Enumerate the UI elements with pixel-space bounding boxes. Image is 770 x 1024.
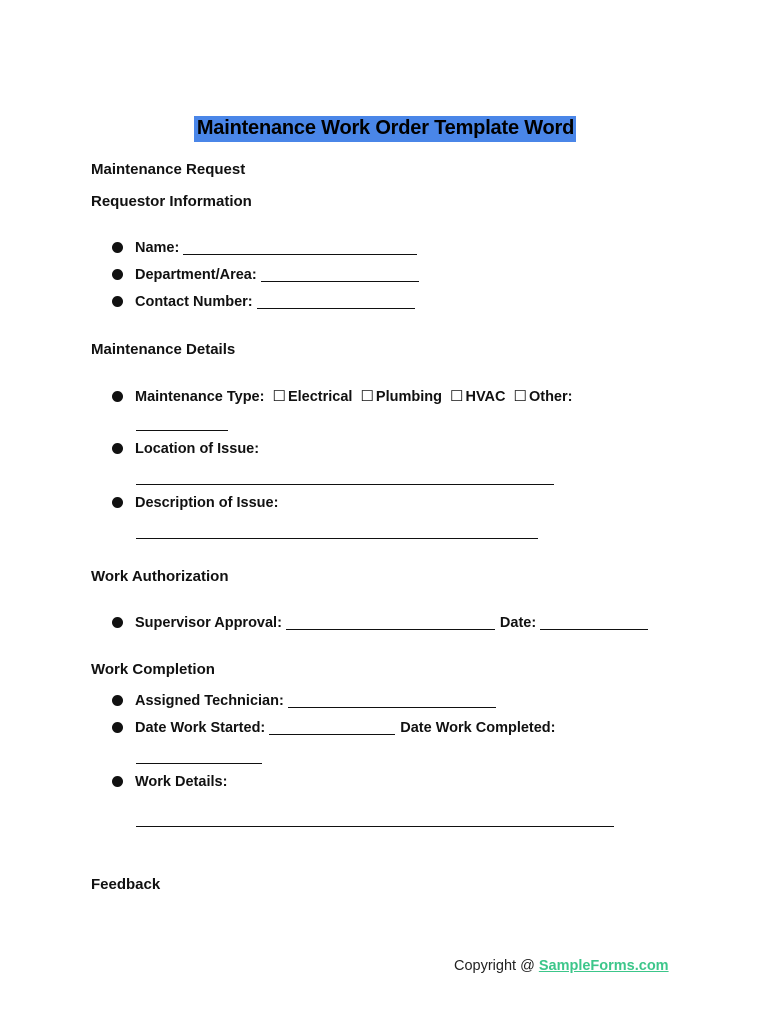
supervisor-fill-line[interactable] — [286, 616, 495, 630]
page-title: Maintenance Work Order Template Word — [194, 116, 576, 142]
name-fill-line[interactable] — [183, 241, 417, 255]
field-contact-label: Contact Number: — [135, 294, 253, 310]
copyright — [454, 958, 669, 974]
description-label: Description of Issue: — [135, 495, 279, 511]
option-hvac: HVAC — [465, 389, 506, 405]
brand-link[interactable]: SampleForms.com — [538, 958, 669, 974]
section-feedback: Feedback — [91, 876, 161, 893]
section-work-authorization: Work Authorization — [91, 568, 229, 585]
department-fill-line[interactable] — [261, 268, 419, 282]
bullet-icon — [112, 269, 123, 280]
section-work-completion: Work Completion — [91, 661, 215, 678]
technician-label: Assigned Technician: — [135, 693, 284, 709]
field-maintenance-type — [112, 387, 572, 405]
bullet-icon — [112, 497, 123, 508]
field-date-work-started — [112, 720, 556, 736]
field-department — [112, 267, 419, 283]
copyright-prefix: Copyright @ — [454, 958, 539, 974]
section-maintenance-details: Maintenance Details — [91, 341, 236, 358]
field-supervisor-approval — [112, 615, 648, 631]
field-work-details — [112, 774, 227, 790]
option-plumbing: Plumbing — [375, 389, 442, 405]
checkbox-other-icon[interactable]: ☐ — [513, 388, 527, 405]
bullet-icon — [112, 296, 123, 307]
location-label: Location of Issue: — [135, 441, 260, 457]
other-fill-line[interactable] — [136, 430, 228, 431]
option-other: Other: — [528, 389, 573, 405]
checkbox-plumbing-icon[interactable]: ☐ — [360, 388, 374, 405]
work-details-fill-line[interactable] — [136, 826, 614, 827]
option-electrical: Electrical — [287, 389, 353, 405]
bullet-icon — [112, 695, 123, 706]
bullet-icon — [112, 391, 123, 402]
started-label: Date Work Started: — [135, 720, 266, 736]
field-location — [112, 441, 259, 457]
started-fill-line[interactable] — [269, 721, 395, 735]
completed-label: Date Work Completed: — [400, 720, 556, 736]
field-department-label: Department/Area: — [135, 267, 257, 283]
date-label: Date: — [499, 615, 537, 631]
bullet-icon — [112, 776, 123, 787]
completed-fill-line[interactable] — [136, 763, 262, 764]
checkbox-electrical-icon[interactable]: ☐ — [272, 388, 286, 405]
field-name-label: Name: — [135, 240, 180, 256]
checkbox-hvac-icon[interactable]: ☐ — [450, 388, 464, 405]
field-assigned-technician — [112, 693, 496, 709]
section-requestor-information: Requestor Information — [91, 193, 252, 210]
work-details-label: Work Details: — [135, 774, 228, 790]
contact-fill-line[interactable] — [257, 295, 415, 309]
field-description — [112, 495, 278, 511]
section-maintenance-request: Maintenance Request — [91, 161, 246, 178]
location-fill-line[interactable] — [136, 484, 554, 485]
description-fill-line[interactable] — [136, 538, 538, 539]
field-name — [112, 240, 417, 256]
field-contact-number — [112, 294, 415, 310]
supervisor-label: Supervisor Approval: — [135, 615, 282, 631]
maintenance-type-label: Maintenance Type: — [135, 389, 265, 405]
date-fill-line[interactable] — [540, 616, 648, 630]
bullet-icon — [112, 242, 123, 253]
technician-fill-line[interactable] — [288, 694, 496, 708]
bullet-icon — [112, 722, 123, 733]
bullet-icon — [112, 443, 123, 454]
title-wrap — [0, 116, 770, 142]
bullet-icon — [112, 617, 123, 628]
